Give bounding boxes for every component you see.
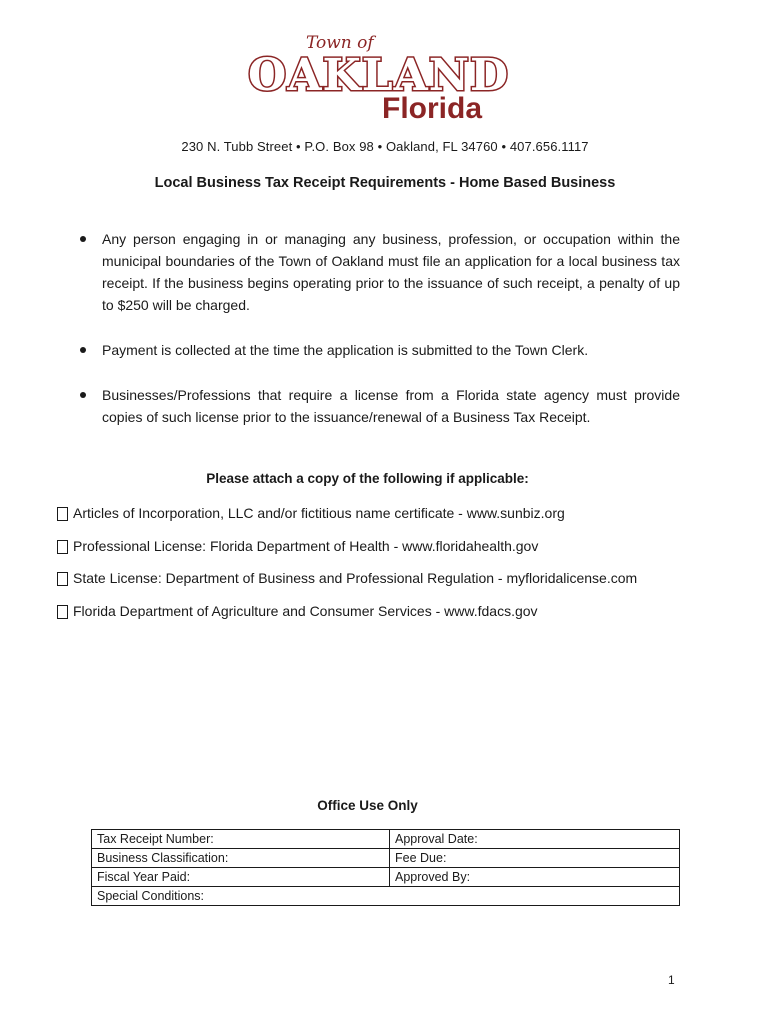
checklist-item — [57, 601, 737, 634]
bullet-icon — [80, 236, 86, 242]
table-row — [92, 830, 680, 849]
requirement-text: Payment is collected at the time the application is submitted to the Town Clerk. — [102, 342, 589, 358]
requirement-item — [80, 339, 680, 361]
table-cell: Business Classification: — [92, 849, 390, 868]
office-use-heading: Office Use Only — [317, 798, 418, 813]
attachment-checklist — [57, 503, 737, 633]
address-line: 230 N. Tubb Street • P.O. Box 98 • Oakland, FL 34760 • 407.656.1117 — [181, 139, 589, 154]
checkbox-icon[interactable] — [57, 540, 68, 554]
bullet-icon — [80, 392, 86, 398]
requirement-text: Businesses/Professions that require a license from a Florida state agency must provide copies of such license prior to the issuance/renewal of a Business Tax Receipt. — [102, 387, 680, 425]
checklist-text: Articles of Incorporation, LLC and/or fictitious name certificate - www.sunbiz.org — [73, 505, 565, 521]
logo-town-name: OAKLAND — [248, 50, 510, 101]
checklist-text: Professional License: Florida Department of Health - www.floridahealth.gov — [73, 537, 539, 554]
table-cell: Approval Date: — [390, 830, 680, 849]
requirement-text: Any person engaging in or managing any business, profession, or occupation within the municipal boundaries of the Town of Oakland must file an application for a local business tax receipt. If the business begins operating prior to the issuance of such receipt, a penalty of up to $250 will be charged. — [102, 231, 680, 313]
table-cell: Fee Due: — [390, 849, 680, 868]
table-row — [92, 849, 680, 868]
table-cell: Tax Receipt Number: — [92, 830, 390, 849]
checklist-item — [57, 568, 737, 601]
town-logo — [244, 28, 524, 124]
checkbox-icon[interactable] — [57, 507, 68, 521]
logo-state: Florida — [382, 92, 483, 124]
checklist-item — [57, 503, 737, 536]
requirement-item — [80, 228, 680, 316]
checklist-item — [57, 536, 737, 569]
page-number: 1 — [668, 973, 675, 987]
special-conditions-cell: Special Conditions: — [92, 887, 680, 906]
table-cell: Fiscal Year Paid: — [92, 868, 390, 887]
bullet-icon — [80, 347, 86, 353]
document-title: Local Business Tax Receipt Requirements - Home Based Business — [154, 175, 616, 191]
checkbox-icon[interactable] — [57, 572, 68, 586]
table-row — [92, 887, 680, 906]
table-row — [92, 868, 680, 887]
checkbox-icon[interactable] — [57, 605, 68, 619]
checklist-text: Florida Department of Agriculture and Consumer Services - www.fdacs.gov — [73, 602, 538, 619]
requirements-list — [80, 228, 680, 451]
office-use-table — [91, 829, 680, 906]
requirement-item — [80, 384, 680, 428]
checklist-text: State License: Department of Business and Professional Regulation - myfloridalicense.com — [73, 570, 638, 586]
table-cell: Approved By: — [390, 868, 680, 887]
attach-heading: Please attach a copy of the following if applicable: — [206, 471, 529, 486]
logo-town-of: Town of — [306, 33, 374, 53]
